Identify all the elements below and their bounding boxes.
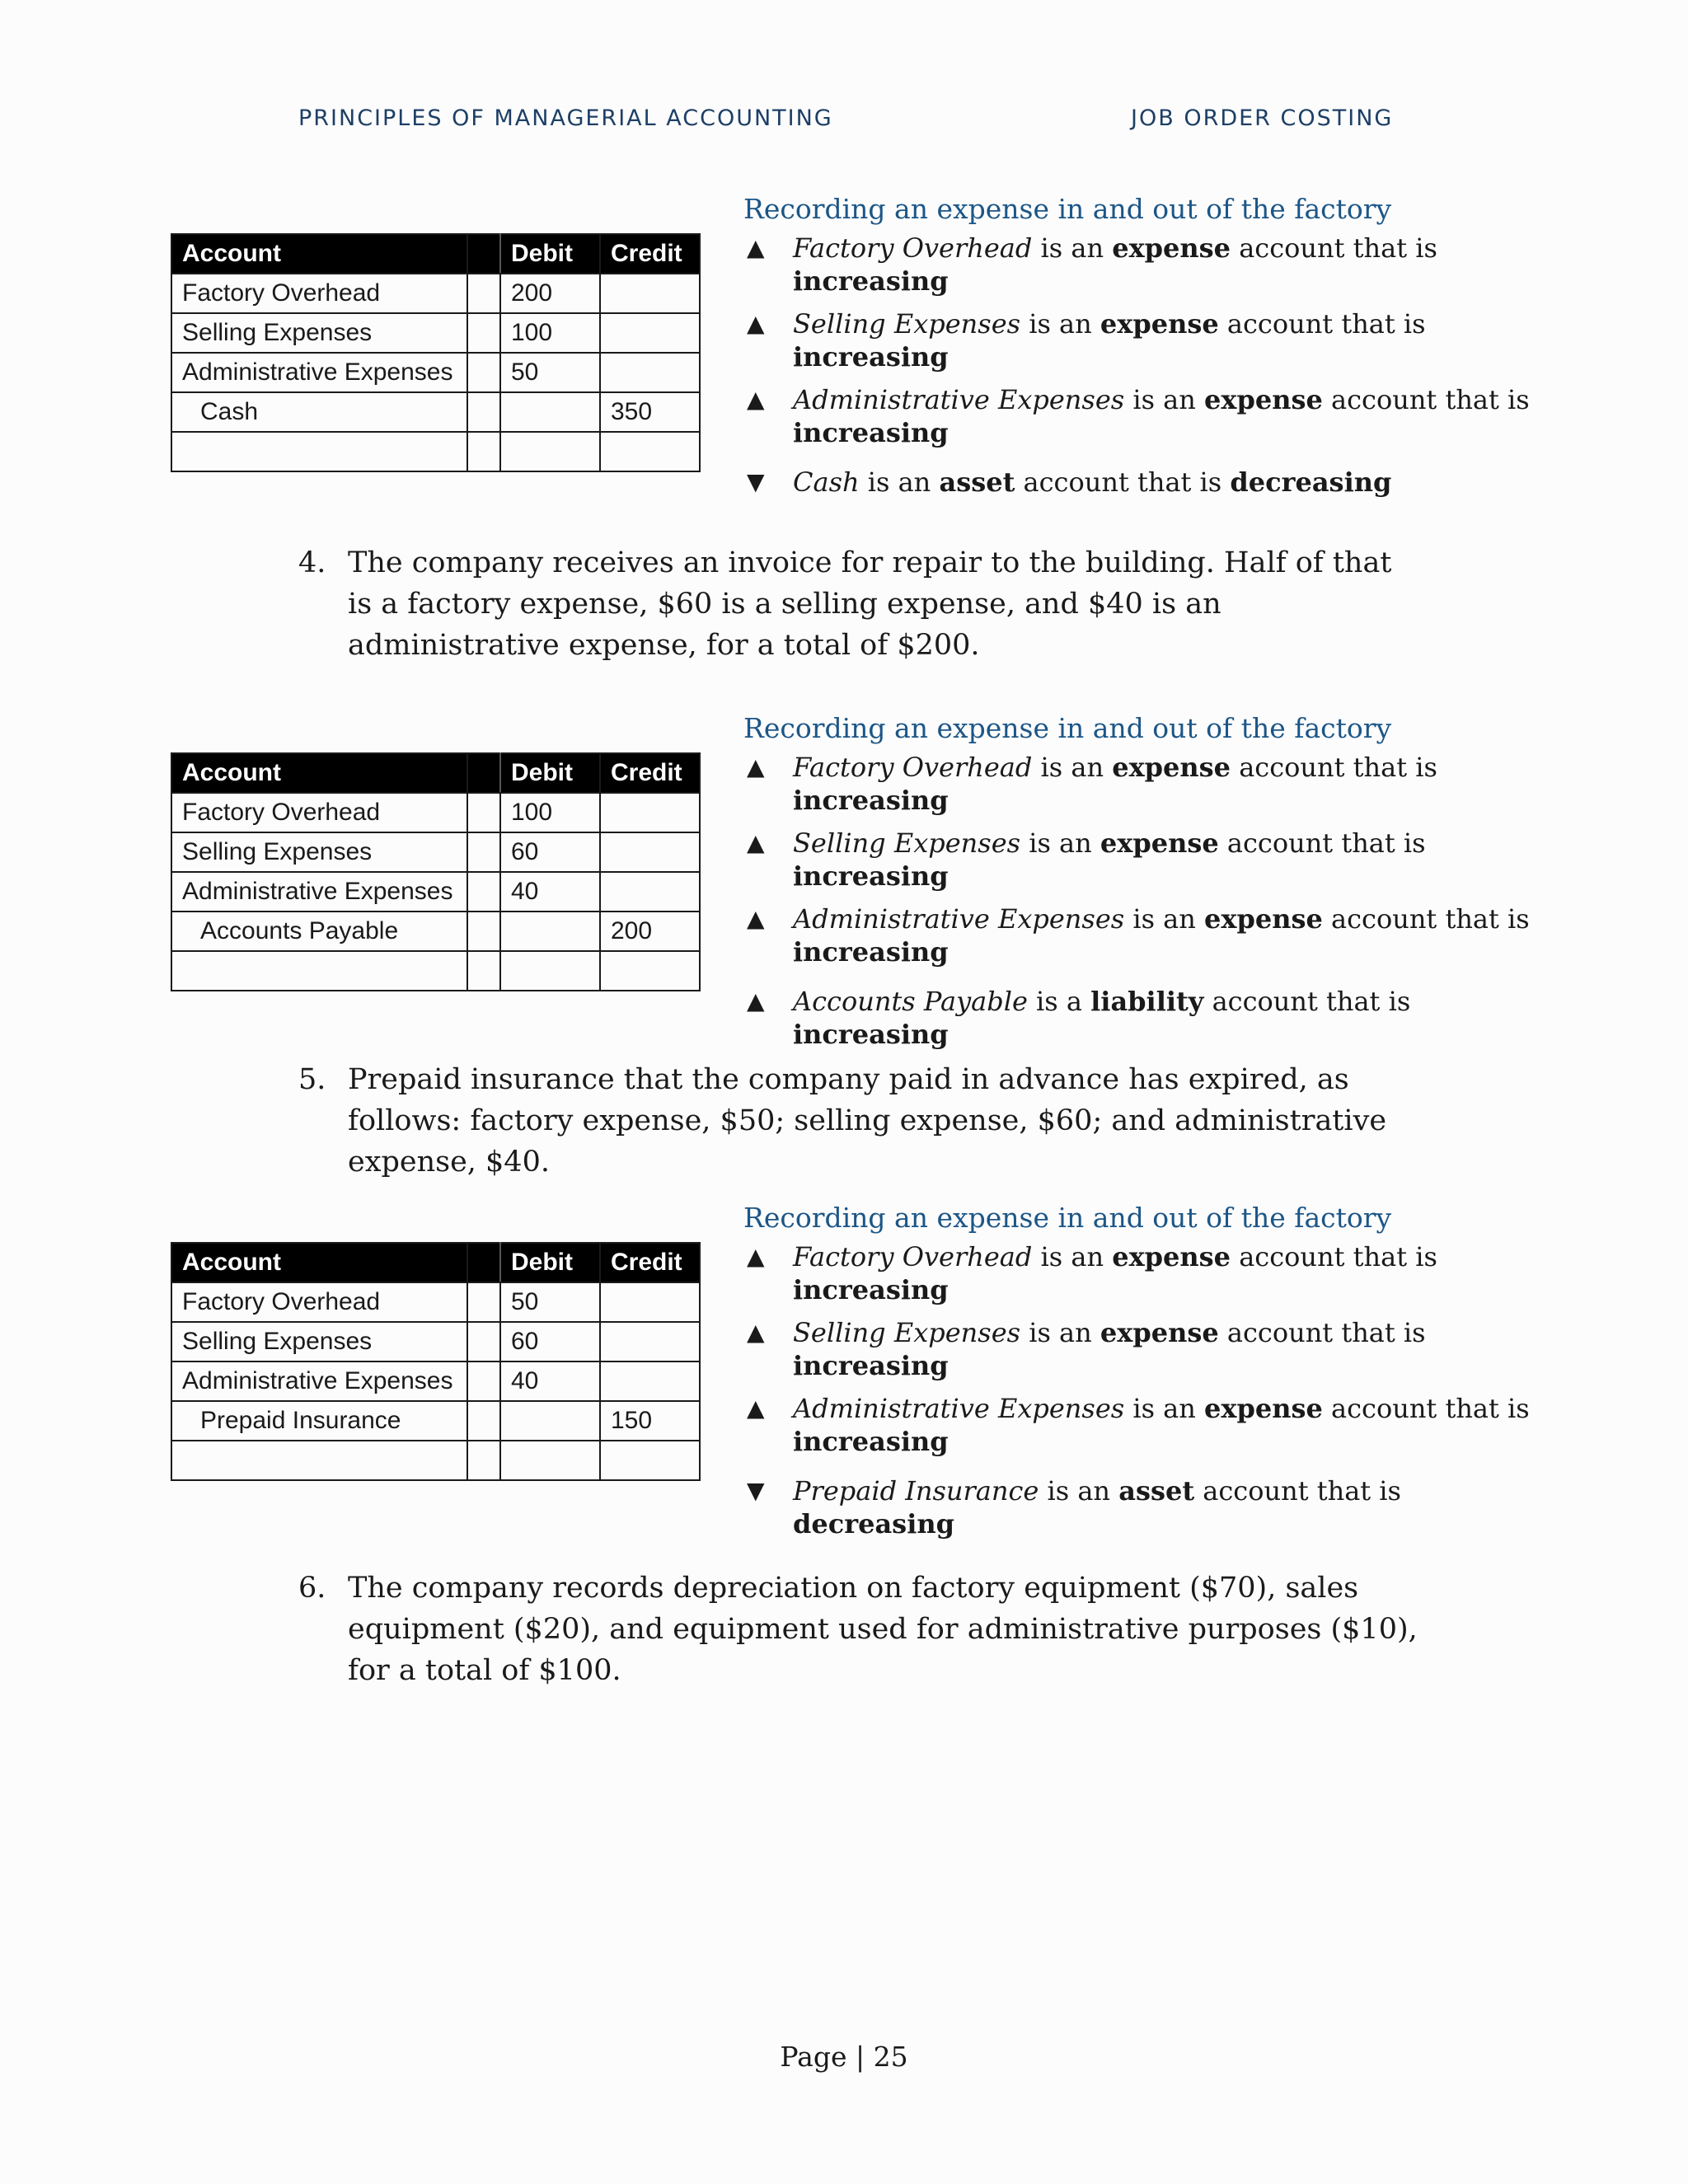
page-number: Page | 25 <box>780 2041 908 2073</box>
up-arrow-icon: ▲ <box>747 753 765 780</box>
debit-cell: 40 <box>500 1361 600 1401</box>
account-cell: Selling Expenses <box>171 1322 467 1361</box>
account-cell: Selling Expenses <box>171 832 467 872</box>
header-account: Account <box>171 234 467 274</box>
debit-cell: 50 <box>500 353 600 392</box>
credit-cell <box>600 1282 700 1322</box>
explanation-title: Recording an expense in and out of the factory <box>743 193 1392 225</box>
table-row <box>171 832 700 872</box>
debit-cell: 50 <box>500 1282 600 1322</box>
explanation-item: ▲ Administrative Expenses is an expense account that is increasing <box>747 903 1530 968</box>
table-header-row <box>171 753 700 793</box>
account-cell: Prepaid Insurance <box>171 1401 467 1441</box>
debit-cell: 200 <box>500 274 600 313</box>
journal-entry-table <box>171 233 701 472</box>
up-arrow-icon: ▲ <box>747 234 765 261</box>
up-arrow-icon: ▲ <box>747 987 765 1015</box>
table-row <box>171 1322 700 1361</box>
explanation-title: Recording an expense in and out of the factory <box>743 1202 1392 1234</box>
debit-cell <box>500 392 600 432</box>
explanation-item: ▲ Factory Overhead is an expense account that is increasing <box>747 232 1437 297</box>
table-header-row <box>171 234 700 274</box>
explanation-item: ▲ Selling Expenses is an expense account that is increasing <box>747 1317 1426 1381</box>
debit-cell: 100 <box>500 793 600 832</box>
account-cell: Administrative Expenses <box>171 872 467 912</box>
item-number: 5. <box>298 1063 326 1096</box>
header-credit: Credit <box>600 1243 700 1282</box>
table-row <box>171 1361 700 1401</box>
header-credit: Credit <box>600 234 700 274</box>
down-arrow-icon: ▼ <box>747 468 765 495</box>
account-cell: Factory Overhead <box>171 1282 467 1322</box>
numbered-item <box>298 542 1419 666</box>
item-text: Prepaid insurance that the company paid in advance has expired, as follows: factory expense, $50; selling expense, $60; and administrative expense, $40. <box>348 1063 1387 1179</box>
item-text: The company receives an invoice for repair to the building. Half of that is a factory expense, $60 is a selling expense, and $40 is an administrative expense, for a total of $200. <box>348 546 1392 662</box>
credit-cell <box>600 1361 700 1401</box>
header-blank <box>467 234 500 274</box>
explanation-item: ▲ Selling Expenses is an expense account that is increasing <box>747 827 1426 892</box>
up-arrow-icon: ▲ <box>747 829 765 856</box>
header-account: Account <box>171 1243 467 1282</box>
table-row <box>171 1282 700 1322</box>
debit-cell: 100 <box>500 313 600 353</box>
account-cell: Factory Overhead <box>171 274 467 313</box>
explanation-title: Recording an expense in and out of the factory <box>743 712 1392 744</box>
running-header-chapter: JOB ORDER COSTING <box>1131 105 1394 131</box>
header-blank <box>467 753 500 793</box>
header-debit: Debit <box>500 234 600 274</box>
up-arrow-icon: ▲ <box>747 310 765 337</box>
credit-cell <box>600 1322 700 1361</box>
up-arrow-icon: ▲ <box>747 1394 765 1422</box>
credit-cell <box>600 832 700 872</box>
credit-cell <box>600 872 700 912</box>
explanation-item: ▲ Factory Overhead is an expense account that is increasing <box>747 752 1437 816</box>
credit-cell <box>600 274 700 313</box>
up-arrow-icon: ▲ <box>747 1243 765 1270</box>
credit-cell <box>600 793 700 832</box>
item-number: 6. <box>298 1572 326 1605</box>
debit-cell: 60 <box>500 1322 600 1361</box>
credit-cell: 350 <box>600 392 700 432</box>
credit-cell <box>600 353 700 392</box>
table-row-empty <box>171 951 700 991</box>
explanation-item: ▲ Administrative Expenses is an expense account that is increasing <box>747 384 1530 448</box>
debit-cell: 60 <box>500 832 600 872</box>
entry-explanation <box>743 712 1568 1061</box>
header-debit: Debit <box>500 753 600 793</box>
numbered-item <box>298 1568 1419 1691</box>
up-arrow-icon: ▲ <box>747 386 765 413</box>
explanation-item: ▲ Factory Overhead is an expense account that is increasing <box>747 1241 1437 1305</box>
table-row-empty <box>171 432 700 471</box>
up-arrow-icon: ▲ <box>747 1319 765 1346</box>
table-row <box>171 392 700 432</box>
entry-explanation <box>743 193 1568 509</box>
table-row <box>171 353 700 392</box>
explanation-item: ▼ Cash is an asset account that is decreasing <box>747 466 1392 498</box>
explanation-item: ▲ Accounts Payable is a liability account that is increasing <box>747 986 1411 1050</box>
account-cell: Administrative Expenses <box>171 353 467 392</box>
table-row <box>171 912 700 951</box>
table-row <box>171 313 700 353</box>
account-cell: Cash <box>171 392 467 432</box>
table-row <box>171 274 700 313</box>
account-cell: Factory Overhead <box>171 793 467 832</box>
up-arrow-icon: ▲ <box>747 905 765 932</box>
table-row <box>171 1401 700 1441</box>
item-text: The company records depreciation on factory equipment ($70), sales equipment ($20), and equipment used for administrative purposes ($10), for a total of $100. <box>348 1572 1418 1687</box>
explanation-item: ▲ Selling Expenses is an expense account that is increasing <box>747 308 1426 373</box>
entry-explanation <box>743 1202 1568 1550</box>
explanation-item: ▼ Prepaid Insurance is an asset account that is decreasing <box>747 1475 1401 1540</box>
table-row <box>171 872 700 912</box>
table-header-row <box>171 1243 700 1282</box>
debit-cell <box>500 912 600 951</box>
numbered-item <box>298 1059 1419 1183</box>
debit-cell <box>500 1401 600 1441</box>
table-row <box>171 793 700 832</box>
account-cell: Selling Expenses <box>171 313 467 353</box>
debit-cell: 40 <box>500 872 600 912</box>
running-header-title: PRINCIPLES OF MANAGERIAL ACCOUNTING <box>298 105 833 131</box>
journal-entry-table <box>171 752 701 991</box>
credit-cell: 200 <box>600 912 700 951</box>
item-number: 4. <box>298 546 326 579</box>
account-cell: Accounts Payable <box>171 912 467 951</box>
explanation-item: ▲ Administrative Expenses is an expense account that is increasing <box>747 1393 1530 1457</box>
credit-cell: 150 <box>600 1401 700 1441</box>
header-blank <box>467 1243 500 1282</box>
header-credit: Credit <box>600 753 700 793</box>
journal-entry-table <box>171 1242 701 1481</box>
down-arrow-icon: ▼ <box>747 1477 765 1504</box>
account-cell: Administrative Expenses <box>171 1361 467 1401</box>
header-debit: Debit <box>500 1243 600 1282</box>
table-row-empty <box>171 1441 700 1480</box>
credit-cell <box>600 313 700 353</box>
header-account: Account <box>171 753 467 793</box>
